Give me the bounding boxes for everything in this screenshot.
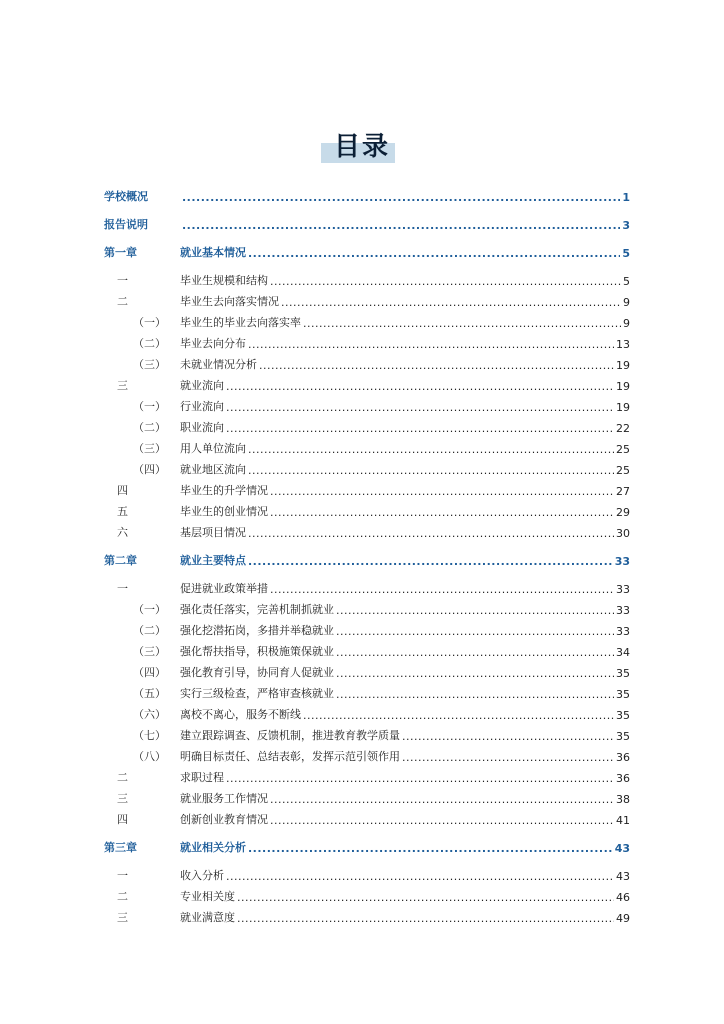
toc-entry-number: （一） <box>133 603 166 616</box>
toc-entry-number: （三） <box>133 358 166 371</box>
toc-entry[interactable] <box>104 351 630 372</box>
toc-entry-title: 就业基本情况 <box>180 246 246 259</box>
toc-leader-dots <box>248 555 613 568</box>
toc-page-number: 27 <box>616 485 630 498</box>
toc-entry[interactable] <box>104 393 630 414</box>
toc-entry[interactable] <box>104 183 630 204</box>
toc-entry[interactable] <box>104 498 630 519</box>
toc-page-number: 35 <box>616 709 630 722</box>
toc-entry-number: （三） <box>133 442 166 455</box>
toc-entry-title: 创新创业教育情况 <box>180 813 268 826</box>
toc-entry[interactable] <box>104 764 630 785</box>
toc-entry-number: 四 <box>117 484 128 497</box>
toc-entry-number: 三 <box>117 792 128 805</box>
toc-entry-number: 六 <box>117 526 128 539</box>
toc-entry[interactable] <box>104 862 630 883</box>
toc-page-number: 35 <box>616 688 630 701</box>
toc-leader-dots <box>336 667 614 680</box>
toc-page-number: 33 <box>616 625 630 638</box>
toc-page-number: 38 <box>616 793 630 806</box>
toc-leader-dots <box>226 870 614 883</box>
toc-entry-number: 四 <box>117 813 128 826</box>
toc-entry-number: 三 <box>117 911 128 924</box>
toc-page-number: 43 <box>616 870 630 883</box>
toc-entry[interactable] <box>104 785 630 806</box>
toc-page-number: 36 <box>616 772 630 785</box>
toc-leader-dots <box>248 842 613 855</box>
toc-page-number: 30 <box>616 527 630 540</box>
toc-entry[interactable] <box>104 883 630 904</box>
toc-entry[interactable] <box>104 659 630 680</box>
toc-entry-title: 建立跟踪调查、反馈机制，推进教育教学质量 <box>180 729 400 742</box>
toc-entry[interactable] <box>104 596 630 617</box>
toc-entry-title: 离校不离心，服务不断线 <box>180 708 301 721</box>
toc-entry-title: 强化挖潜拓岗，多措并举稳就业 <box>180 624 334 637</box>
toc-leader-dots <box>270 583 614 596</box>
toc-entry-title: 求职过程 <box>180 771 224 784</box>
toc-page-number: 35 <box>616 667 630 680</box>
toc-entry-title: 就业相关分析 <box>180 841 246 854</box>
toc-leader-dots <box>402 730 614 743</box>
toc-leader-dots <box>303 709 614 722</box>
toc-entry[interactable] <box>104 372 630 393</box>
toc-entry[interactable] <box>104 701 630 722</box>
toc-entry-number: 三 <box>117 379 128 392</box>
toc-entry-number: （五） <box>133 687 166 700</box>
toc-page-number: 25 <box>616 443 630 456</box>
toc-entry[interactable] <box>104 309 630 330</box>
toc-entry-number: 第二章 <box>104 554 137 567</box>
toc-page-number: 5 <box>622 247 630 260</box>
toc-entry-number: （四） <box>133 463 166 476</box>
toc-entry-title: 毕业生的升学情况 <box>180 484 268 497</box>
toc-entry-number: （二） <box>133 421 166 434</box>
toc-page-number: 29 <box>616 506 630 519</box>
toc-entry-title: 专业相关度 <box>180 890 235 903</box>
toc-page-number: 3 <box>622 219 630 232</box>
toc-entry[interactable] <box>104 288 630 309</box>
toc-leader-dots <box>336 604 614 617</box>
toc-entry-title: 就业地区流向 <box>180 463 246 476</box>
toc-entry[interactable] <box>104 414 630 435</box>
toc-entry-title: 就业满意度 <box>180 911 235 924</box>
toc-leader-dots <box>226 422 614 435</box>
toc-entry[interactable] <box>104 575 630 596</box>
toc-entry-title: 促进就业政策举措 <box>180 582 268 595</box>
toc-entry-number: （二） <box>133 624 166 637</box>
toc-leader-dots <box>226 380 614 393</box>
toc-leader-dots <box>303 317 621 330</box>
toc-entry-number: 五 <box>117 505 128 518</box>
toc-entry[interactable] <box>104 617 630 638</box>
toc-entry[interactable] <box>104 806 630 827</box>
toc-entry[interactable] <box>104 211 630 232</box>
toc-entry-title: 未就业情况分析 <box>180 358 257 371</box>
toc-page-number: 41 <box>616 814 630 827</box>
toc-entry[interactable] <box>104 834 630 855</box>
toc-entry[interactable] <box>104 456 630 477</box>
toc-entry-number: （二） <box>133 337 166 350</box>
toc-page-number: 49 <box>616 912 630 925</box>
toc-entry-title: 职业流向 <box>180 421 224 434</box>
toc-entry-title: 毕业生的毕业去向落实率 <box>180 316 301 329</box>
toc-leader-dots <box>281 296 621 309</box>
toc-entry-title: 强化教育引导，协同育人促就业 <box>180 666 334 679</box>
toc-entry-title: 用人单位流向 <box>180 442 246 455</box>
toc-leader-dots <box>248 338 614 351</box>
toc-entry[interactable] <box>104 477 630 498</box>
toc-entry-title: 强化责任落实，完善机制抓就业 <box>180 603 334 616</box>
toc-entry-number: （八） <box>133 750 166 763</box>
toc-page-number: 19 <box>616 380 630 393</box>
toc-entry-number: 第一章 <box>104 246 137 259</box>
toc-entry-title: 就业主要特点 <box>180 554 246 567</box>
toc-leader-dots <box>270 793 614 806</box>
toc-page-number: 19 <box>616 359 630 372</box>
toc-leader-dots <box>182 191 620 204</box>
toc-page-number: 1 <box>622 191 630 204</box>
toc-entry-number: （三） <box>133 645 166 658</box>
toc-entry[interactable] <box>104 239 630 260</box>
toc-entry-title: 就业流向 <box>180 379 224 392</box>
toc-entry[interactable] <box>104 519 630 540</box>
toc-entry-number: 一 <box>117 274 128 287</box>
toc-entry-number: （一） <box>133 316 166 329</box>
toc-leader-dots <box>248 247 620 260</box>
toc-entry-title: 基层项目情况 <box>180 526 246 539</box>
toc-page-number: 33 <box>614 555 630 568</box>
toc-entry-title: 实行三级检查，严格审查核就业 <box>180 687 334 700</box>
toc-page-number: 34 <box>616 646 630 659</box>
toc-leader-dots <box>248 464 614 477</box>
toc-page-number: 25 <box>616 464 630 477</box>
toc-entry-number: 一 <box>117 582 128 595</box>
toc-entry-title: 毕业生去向落实情况 <box>180 295 279 308</box>
title-block <box>0 131 724 165</box>
toc-page-number: 13 <box>616 338 630 351</box>
toc-entry[interactable] <box>104 743 630 764</box>
toc-leader-dots <box>270 814 614 827</box>
toc-page-number: 19 <box>616 401 630 414</box>
toc-entry-number: （四） <box>133 666 166 679</box>
toc-page-number: 9 <box>623 296 630 309</box>
toc-leader-dots <box>248 527 614 540</box>
toc-leader-dots <box>336 646 614 659</box>
toc-entry-title: 毕业去向分布 <box>180 337 246 350</box>
toc-entry-number: （六） <box>133 708 166 721</box>
toc-page-number: 36 <box>616 751 630 764</box>
toc-entry-number: 第三章 <box>104 841 137 854</box>
toc-entry[interactable] <box>104 547 630 568</box>
toc-leader-dots <box>226 401 614 414</box>
toc-entry-number: 二 <box>117 771 128 784</box>
toc-entry[interactable] <box>104 267 630 288</box>
toc-page-number: 43 <box>614 842 630 855</box>
toc-entry-number: （七） <box>133 729 166 742</box>
toc-entry-title: 收入分析 <box>180 869 224 882</box>
toc-entry[interactable] <box>104 435 630 456</box>
toc-page-number: 46 <box>616 891 630 904</box>
toc-leader-dots <box>237 891 614 904</box>
toc-leader-dots <box>336 688 614 701</box>
toc-entry-number: 一 <box>117 869 128 882</box>
toc-entry-number: 二 <box>117 295 128 308</box>
toc-entry-title: 强化帮扶指导，积极施策保就业 <box>180 645 334 658</box>
page-title: 目录 <box>333 132 390 162</box>
toc-entry-number: 报告说明 <box>104 218 148 231</box>
toc-leader-dots <box>237 912 614 925</box>
toc-page-number: 5 <box>623 275 630 288</box>
toc-entry-title: 行业流向 <box>180 400 224 413</box>
toc-entry-number: （一） <box>133 400 166 413</box>
toc-leader-dots <box>270 485 614 498</box>
table-of-contents <box>104 183 630 925</box>
toc-leader-dots <box>259 359 614 372</box>
toc-page-number: 9 <box>623 317 630 330</box>
toc-page-number: 35 <box>616 730 630 743</box>
toc-leader-dots <box>270 275 621 288</box>
toc-page-number: 33 <box>616 604 630 617</box>
toc-entry-title: 毕业生规模和结构 <box>180 274 268 287</box>
toc-entry-title: 就业服务工作情况 <box>180 792 268 805</box>
toc-page-number: 22 <box>616 422 630 435</box>
toc-entry[interactable] <box>104 722 630 743</box>
toc-page-number: 33 <box>616 583 630 596</box>
toc-leader-dots <box>248 443 614 456</box>
toc-leader-dots <box>402 751 614 764</box>
toc-entry[interactable] <box>104 330 630 351</box>
toc-entry[interactable] <box>104 904 630 925</box>
toc-leader-dots <box>182 219 620 232</box>
toc-leader-dots <box>336 625 614 638</box>
toc-entry-title: 明确目标责任、总结表彰，发挥示范引领作用 <box>180 750 400 763</box>
toc-leader-dots <box>270 506 614 519</box>
toc-entry[interactable] <box>104 638 630 659</box>
toc-entry-number: 二 <box>117 890 128 903</box>
toc-entry-number: 学校概况 <box>104 190 148 203</box>
toc-entry-title: 毕业生的创业情况 <box>180 505 268 518</box>
toc-entry[interactable] <box>104 680 630 701</box>
toc-leader-dots <box>226 772 614 785</box>
